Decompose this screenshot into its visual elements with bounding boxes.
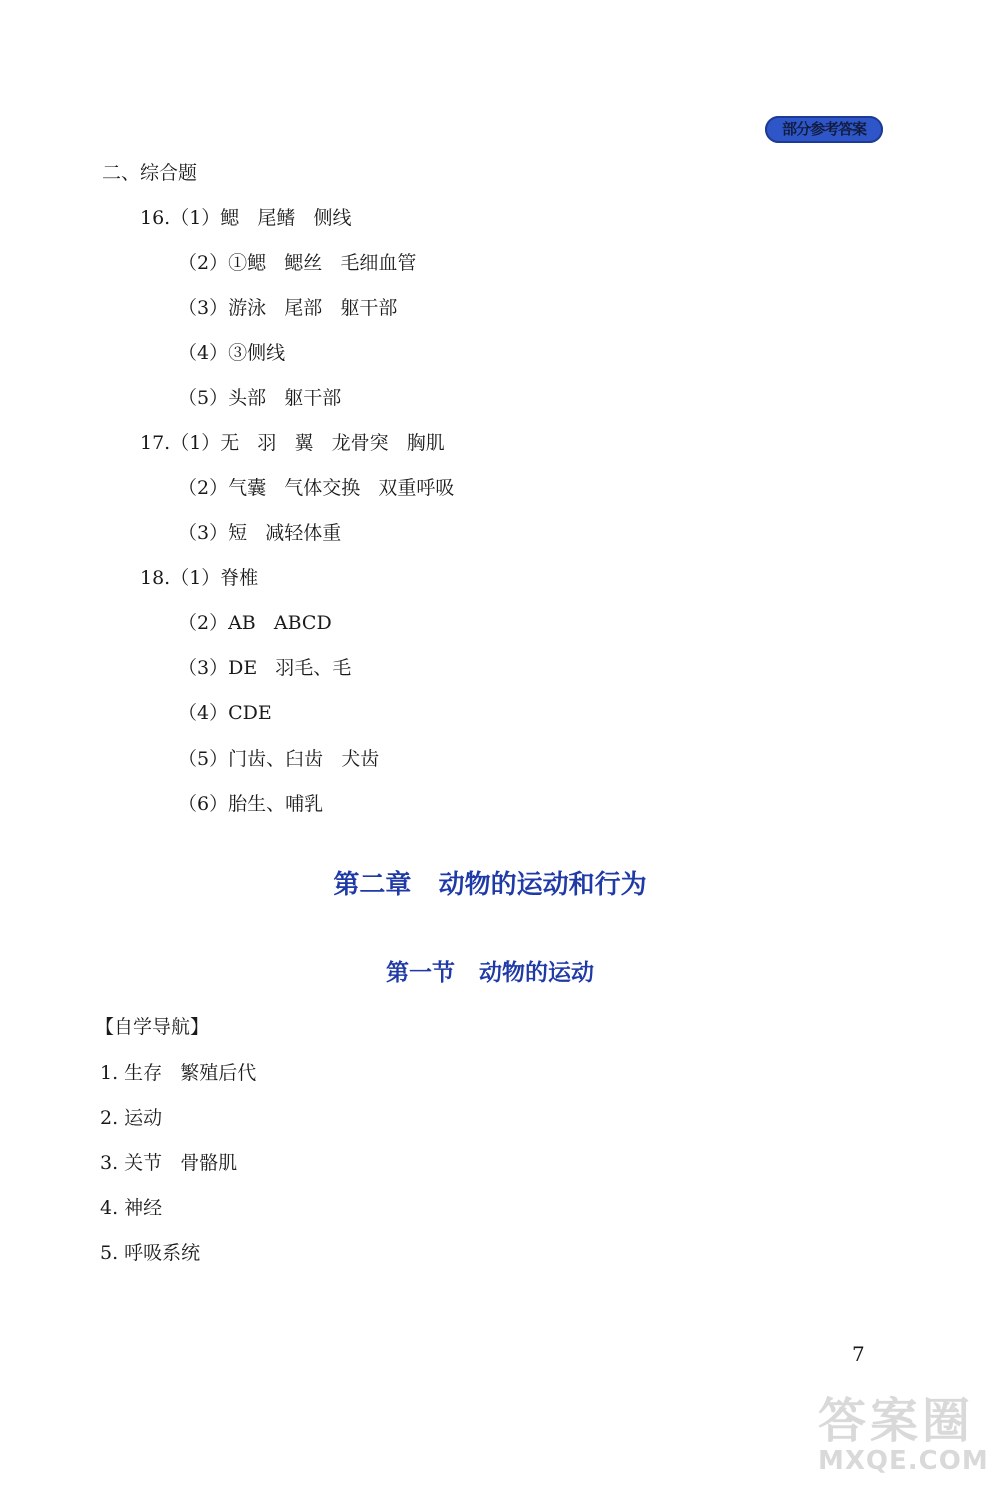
list-item: 1. 生存 繁殖后代 <box>100 1062 257 1084</box>
list-item: 3. 关节 骨骼肌 <box>100 1152 238 1174</box>
lesson-title: 第一节 动物的运动 <box>385 960 595 986</box>
answer-badge: 部分参考答案 <box>765 116 883 143</box>
page-number: 7 <box>852 1342 865 1366</box>
list-item: 5. 呼吸系统 <box>100 1242 201 1264</box>
question-17: 17.（1）无 羽 翼 龙骨突 胸肌 <box>140 432 445 454</box>
answer-line: （5）头部 躯干部 <box>178 387 342 409</box>
answer-line: （3）DE 羽毛、毛 <box>178 657 352 679</box>
list-item: 2. 运动 <box>100 1107 163 1129</box>
watermark-url: MXQE.COM <box>818 1446 989 1476</box>
answer-line: （4）③侧线 <box>178 342 286 364</box>
self-study-heading: 【自学导航】 <box>95 1016 210 1038</box>
watermark-logo: 答案圈 <box>818 1393 975 1449</box>
question-16: 16.（1）鳃 尾鳍 侧线 <box>140 207 352 229</box>
question-18: 18.（1）脊椎 <box>140 567 259 589</box>
answer-line: （3）游泳 尾部 躯干部 <box>178 297 398 319</box>
list-item: 4. 神经 <box>100 1197 163 1219</box>
answer-line: （2）AB ABCD <box>178 612 332 634</box>
chapter-title: 第二章 动物的运动和行为 <box>333 870 647 900</box>
answer-line: （2）气囊 气体交换 双重呼吸 <box>178 477 455 499</box>
answer-line: （3）短 减轻体重 <box>178 522 342 544</box>
answer-line: （4）CDE <box>178 702 272 724</box>
answer-line: （5）门齿、臼齿 犬齿 <box>178 748 380 770</box>
section-title: 二、综合题 <box>102 162 198 184</box>
watermark <box>818 1393 993 1482</box>
answer-line: （6）胎生、哺乳 <box>178 793 324 815</box>
answer-line: （2）①鳃 鳃丝 毛细血管 <box>178 252 417 274</box>
